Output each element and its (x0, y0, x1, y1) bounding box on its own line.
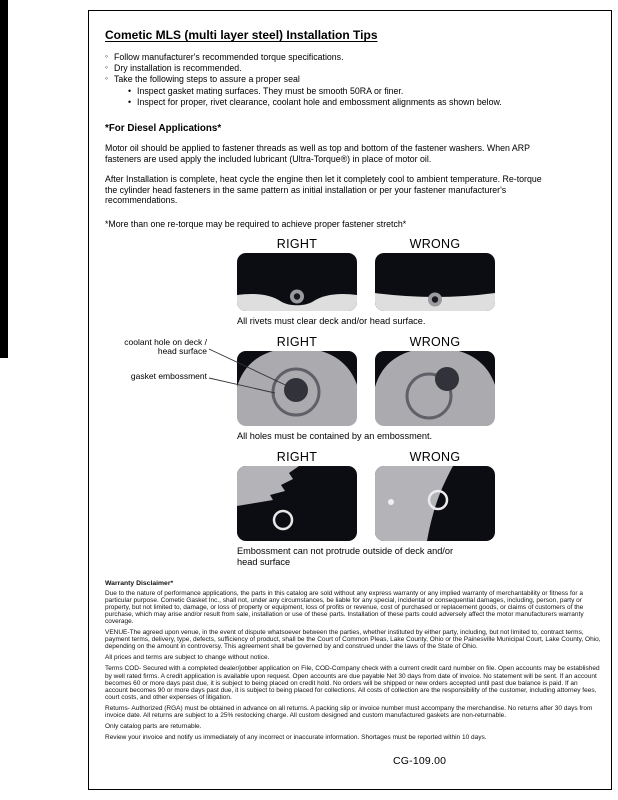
disclaimer-paragraph: VENUE-The agreed upon venue, in the event of dispute whatsoever between the parties, whether instituted by either party, including, but not limited to, contract terms, payment terms, delivery, type, defects, sufficiency of product, shall be the Court of Common Pleas, Lake County, Ohio or the Painesville Municipal Court, Lake County, Ohio, depending on the amount in controversy. This agreement shall be governed by and construed under the laws of the State of Ohio. (105, 629, 601, 651)
retorque-note: *More than one re-torque may be required to achieve proper fastener stretch* (105, 218, 407, 229)
diagram-caption-rivets: All rivets must clear deck and/or head surface. (237, 315, 426, 326)
diagram-images (237, 466, 499, 541)
right-wrong-headers (237, 237, 499, 251)
circle-bullet-icon: ◦ (105, 62, 109, 72)
diesel-applications-heading: *For Diesel Applications* (105, 123, 222, 134)
wrong-label: WRONG (409, 334, 461, 349)
tip-text: Dry installation is recommended. (114, 63, 242, 73)
rivet-right-diagram (237, 253, 357, 311)
tips-list (105, 52, 599, 108)
wrong-label: WRONG (409, 449, 461, 464)
disclaimer-paragraph: Returns- Authorized (RGA) must be obtained in advance on all returns. A packing slip or invoice number must accompany the merchandise. No returns after 30 days from invoice date. All returns are subject to a 25% restocking charge. All custom designed and custom manufactured gaskets are non-returnable. (105, 704, 593, 719)
right-label: RIGHT (276, 449, 318, 464)
page-border-frame (88, 10, 612, 790)
right-label: RIGHT (276, 236, 318, 251)
tip-text: Inspect for proper, rivet clearance, coolant hole and embossment alignments as shown below. (137, 97, 502, 107)
page-number: CG-109.00 (393, 755, 447, 767)
wrong-label: WRONG (409, 236, 461, 251)
circle-bullet-icon: ◦ (105, 73, 109, 83)
page-title: Cometic MLS (multi layer steel) Installation Tips (105, 28, 378, 42)
list-item (105, 52, 599, 63)
hole-wrong-diagram (375, 351, 495, 426)
diagram-images (237, 253, 499, 311)
diagram-row-holes (124, 334, 499, 441)
warranty-disclaimer-heading: Warranty Disclaimer* (105, 579, 174, 587)
disclaimer-paragraph: Due to the nature of performance applications, the parts in this catalog are sold without any express warranty or any implied warranty of merchantability or fitness for a particular purpose. Cometic Gasket Inc., shall not, under any circumstances, be liable for any special, incidental or consequential damages, including, person, party or property, but not limited to, damage, or loss of property or equipment, loss of profits or revenue, cost of purchased or replacement goods, or claims of customers of the purchase, which may arise and/or result from sale, installation or use of these parts. Installation of these parts could adversely affect the motor manufacturers warranty coverage. (105, 589, 584, 625)
diagram-row-embossment (237, 450, 499, 568)
diagram-row-rivets (237, 237, 499, 326)
disclaimer-paragraph: Review your invoice and notify us immediately of any incorrect or inaccurate information. Shortages must be reported within 10 days. (105, 734, 487, 742)
circle-bullet-icon: ◦ (105, 51, 109, 61)
disclaimer-paragraph: Terms COD- Secured with a completed dealer/jobber application on File, COD-Company check with a current credit card number on file. Open accounts may be established by well rated firms. A credit application is available upon request. Open accounts are due payable Net 30 days from date of invoice. No statement will be sent. If an account becomes 60 or more days past due, it is subject to being placed on credit hold. No orders will be shipped or new orders accepted until past due balance is paid. If an account becomes 90 or more days past due, it is subject to being placed for collections. All costs of collection are the responsibility of the customer, including attorney fees, court costs, and other expenses of litigation. (105, 665, 600, 701)
list-item (105, 63, 599, 74)
diagram-area (124, 236, 499, 568)
dot-bullet-icon: • (128, 97, 132, 107)
gasket-embossment-label: gasket embossment (130, 370, 207, 381)
pointer-lines (209, 347, 309, 402)
list-item (128, 97, 599, 108)
list-item (128, 86, 599, 97)
diagram-caption-holes: All holes must be contained by an embossment. (237, 430, 433, 441)
coolant-hole-label: coolant hole on deck / head surface (124, 336, 207, 356)
tip-text: Follow manufacturer's recommended torque specifications. (114, 52, 344, 62)
warranty-disclaimer (105, 580, 601, 742)
disclaimer-paragraph: All prices and terms are subject to change without notice. (105, 654, 270, 662)
dot-bullet-icon: • (128, 86, 132, 96)
rivet-wrong-diagram (375, 253, 495, 311)
diesel-paragraph-2: After Installation is complete, heat cycle the engine then let it completely cool to ambient temperature. Re-torque the cylinder head fasteners in the same pattern as initial installation or per your fastener manufacturer's recommendations. (105, 174, 542, 205)
tip-text: Inspect gasket mating surfaces. They must be smooth 50RA or finer. (137, 86, 404, 96)
embossment-wrong-diagram (375, 466, 495, 541)
disclaimer-paragraph: Only catalog parts are returnable. (105, 723, 202, 731)
scan-edge-bar (0, 0, 8, 358)
tip-text: Take the following steps to assure a proper seal (114, 74, 300, 84)
right-label: RIGHT (276, 334, 318, 349)
right-wrong-headers (237, 450, 499, 464)
sub-tips-list (128, 86, 599, 108)
diesel-paragraph-1: Motor oil should be applied to fastener threads as well as top and bottom of the fastener washers. When ARP fasteners are used apply the included lubricant (Ultra-Torque®) in place of motor oil. (105, 143, 530, 164)
embossment-right-diagram (237, 466, 357, 541)
diagram-caption-embossment: Embossment can not protrude outside of deck and/or head surface (237, 545, 454, 567)
list-item (105, 74, 599, 108)
